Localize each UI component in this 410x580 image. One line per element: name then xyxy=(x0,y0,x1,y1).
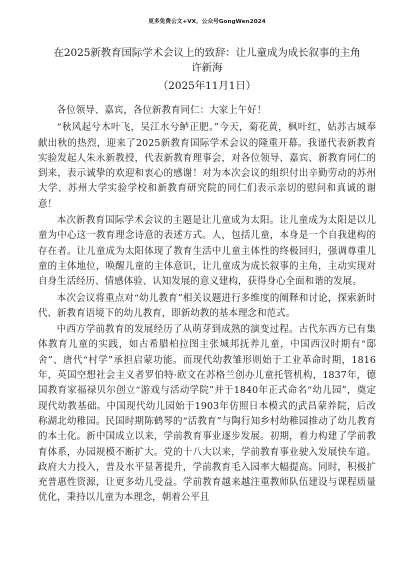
body-paragraph: 本次新教育国际学术会议的主题是让儿童成为太阳。让儿童成为太阳是以儿童为中心这一教育理念诗意的表述方式。人，包括儿童，本身是一个自我建构的存在者。让儿童成为太阳体现了教育生活中儿童主体性的终极回归，强调尊重儿童的主体地位，唤醒儿童的主体意识，让儿童成为成长叙事的主角，主动实现对自身生活经历、情感体验、认知发展的意义建构，获得身心全面和谐的发展。 xyxy=(38,215,376,288)
speech-date: （2025年11月1日） xyxy=(157,80,257,92)
document-title: 在2025新教育国际学术会议上的致辞：让儿童成为成长叙事的主角 xyxy=(53,47,361,59)
body-paragraph: 中西方学前教育的发展经历了从萌芽到成熟的演变过程。古代东西方已有集体教育儿童的实践，如古希腊柏拉图主张城邦抚养儿童，中国西汉时期有“邸舍”、唐代“村学”承担启蒙功能。而现代幼教雏形则始于工业革命时期，1816年，英国空想社会主义者罗伯特·欧文在苏格兰创办儿童托管机构，1837年，德国教育家福禄贝尔创立“游戏与活动学院”并于1840年正式命名“幼儿园”，奠定现代幼教基础。中国现代幼儿园始于1903年仿照日本模式的武昌蒙养院，后改称湖北幼稚园。民国时期陈鹤琴的“活教育”与陶行知乡村幼稚园推动了幼儿教育的本土化。新中国成立以来，学前教育事业逐步发展。初期，着力构建了学前教育体系，办园规模不断扩大。党的十八大以来，学前教育事业驶入发展快车道。政府大力投入，普及水平显著提升，学前教育毛入园率大幅提高。同时，积极扩充普惠性资源，让更多幼儿受益。学前教育越来越注重教师队伍建设与课程质量优化，秉持以儿童为本理念，朝着公平且 xyxy=(38,324,376,504)
body-paragraph: “秋风起兮木叶飞，吴江水兮鲈正肥。”今天，菊花黄，枫叶红，姑苏古城奉献出秋的热烈，迎来了2025新教育国际学术会议的隆重开幕。我谨代表新教育实验发起人朱永新教授，代表新教育理事会，对各位领导、嘉宾、新教育同仁的到来，表示诚挚的欢迎和衷心的感谢！对为本次会议的组织付出辛勤劳动的苏州大学、苏州大学实验学校和新教育研究院的同仁们表示亲切的慰问和真诚的谢意！ xyxy=(38,122,376,210)
body-paragraph: 本次会议将重点对“幼儿教育”相关议题进行多维度的阐释和讨论，探索新时代、新教育语境下的幼儿教育，即新幼教的基本理念和范式。 xyxy=(38,292,376,319)
header-note: 更多免费公文+VX，公众号GongWen2024 xyxy=(148,19,266,25)
document-body xyxy=(38,103,376,506)
author-name: 许新海 xyxy=(191,62,223,74)
greeting-paragraph: 各位领导、嘉宾，各位新教育同仁：大家上午好！ xyxy=(56,105,267,116)
